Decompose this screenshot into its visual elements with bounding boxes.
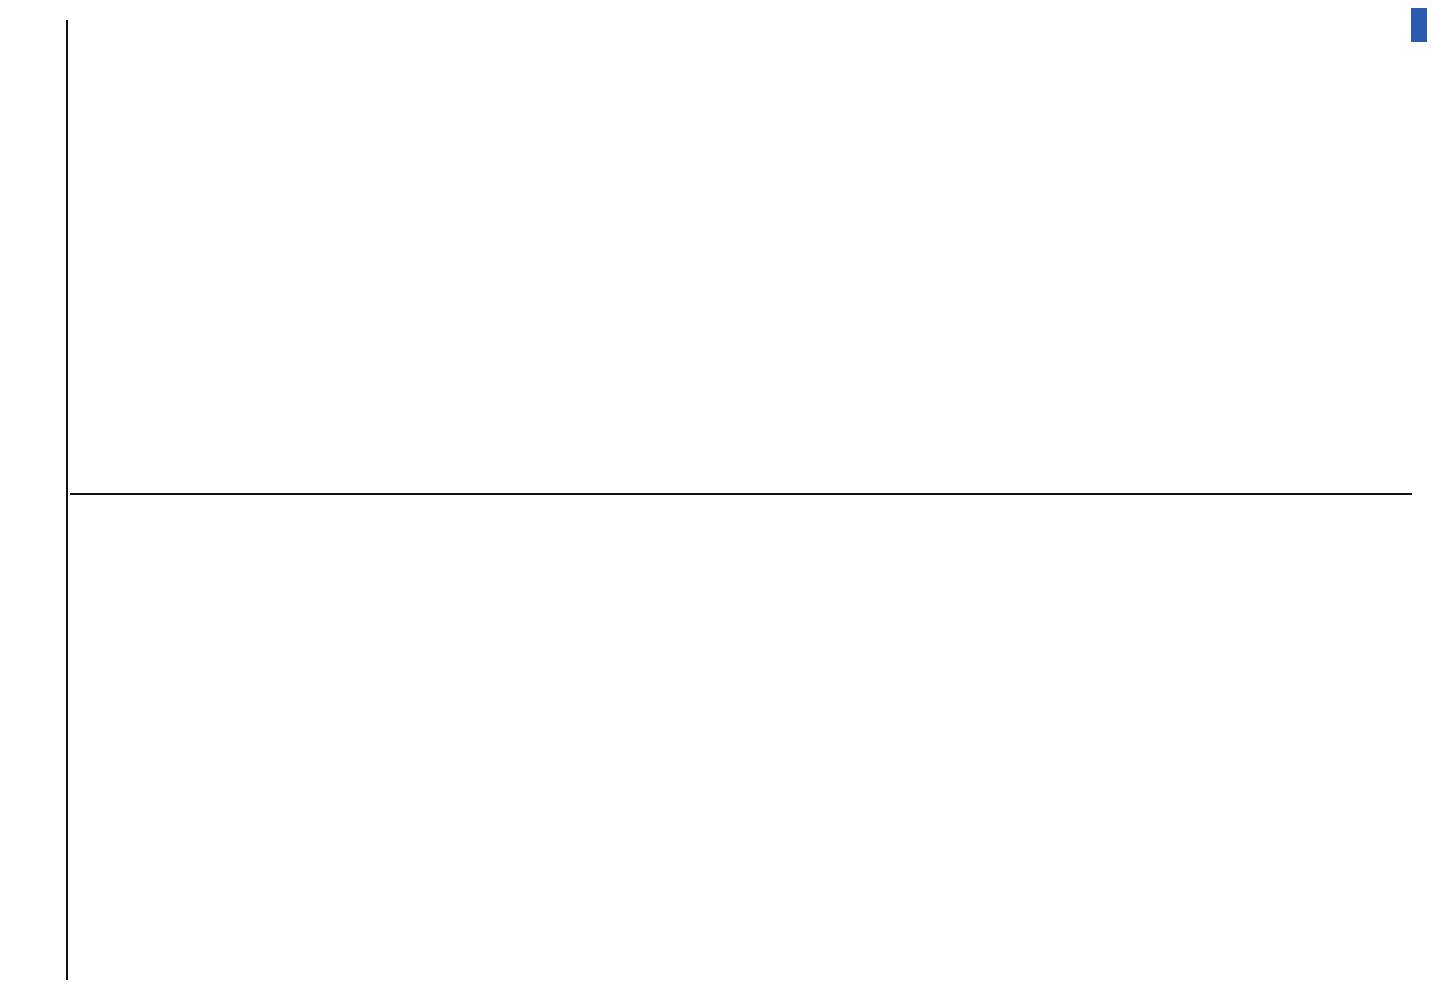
page-header — [22, 30, 62, 970]
dfg-sidebar — [1408, 0, 1430, 1000]
left-column — [76, 508, 1422, 978]
header-rule — [66, 20, 68, 980]
right-column — [76, 15, 1422, 480]
dfg-logo — [1411, 8, 1427, 42]
column-divider — [70, 493, 1412, 495]
